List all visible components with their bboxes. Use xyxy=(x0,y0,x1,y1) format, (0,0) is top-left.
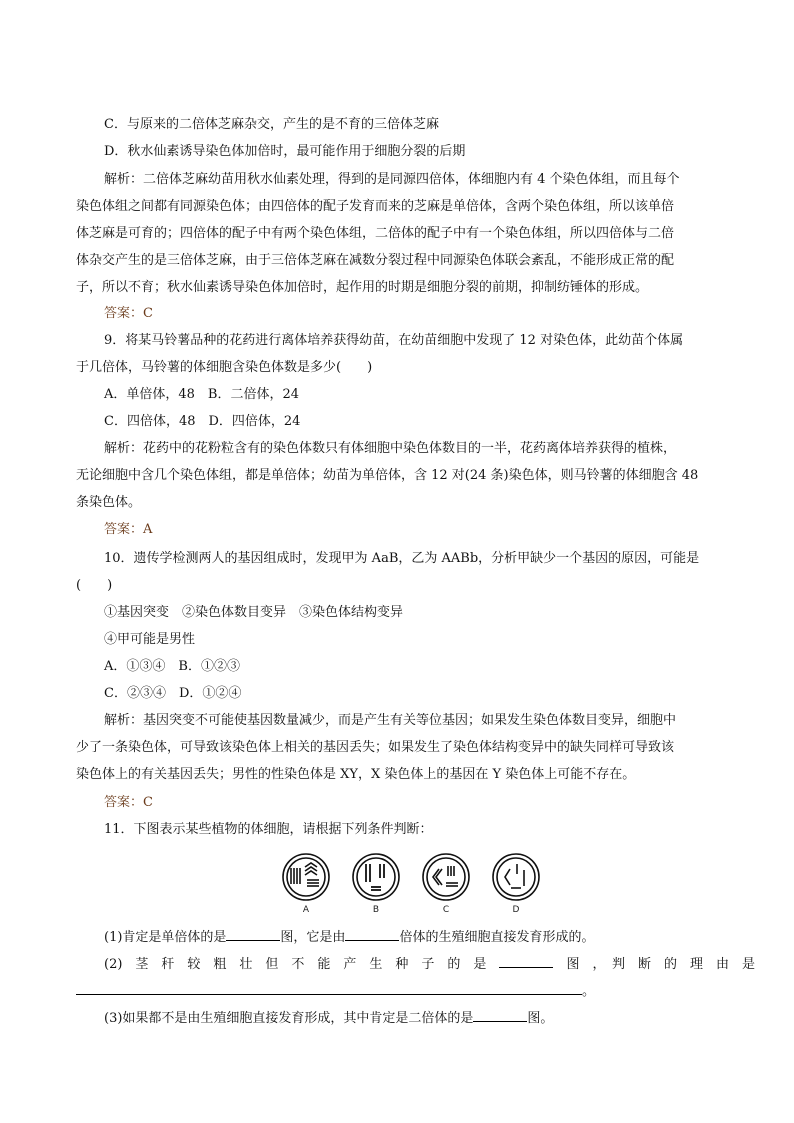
sub-question-3 xyxy=(104,1009,553,1027)
analysis-line: 少了一条染色体，可导致该染色体上相关的基因丢失；如果发生了染色体结构变异中的缺失同样可导致该 xyxy=(76,740,675,755)
question-9-line: 9．将某马铃薯品种的花药进行离体培养获得幼苗，在幼苗细胞中发现了 12 对染色体，此幼苗个体属 xyxy=(104,333,684,348)
analysis-line: 解析：基因突变不可能使基因数量减少，而是产生有关等位基因；如果发生染色体数目变异，细胞中 xyxy=(104,713,677,728)
cell-c-label: C xyxy=(442,905,450,915)
answer-line: 答案：C xyxy=(104,306,153,321)
analysis-line: 体杂交产生的是三倍体芝麻，由于三倍体芝麻在减数分裂过程中同源染色体联会紊乱，不能形成正常的配 xyxy=(76,253,675,268)
cell-b-label: B xyxy=(372,905,380,915)
sub-question-1 xyxy=(104,928,594,946)
analysis-line: 解析：花药中的花粉粒含有的染色体数只有体细胞中染色体数目的一半，花药离体培养获得的植株， xyxy=(104,441,677,456)
answer-line: 答案：A xyxy=(104,522,153,537)
cell-c-diagram xyxy=(421,852,471,902)
question-9-line: 于几倍体，马铃薯的体细胞含染色体数是多少( ) xyxy=(76,360,373,375)
cell-d-diagram xyxy=(491,852,541,902)
option-c-line: C．与原来的二倍体芝麻杂交，产生的是不育的三倍体芝麻 xyxy=(104,117,439,132)
cell-b-diagram xyxy=(351,852,401,902)
sub-question-text: 图 ， 判 断 的 理 由 是 xyxy=(566,957,755,972)
answer-blank[interactable] xyxy=(226,928,280,941)
analysis-line: 条染色体。 xyxy=(76,495,142,510)
sub-question-text: 。 xyxy=(582,984,596,999)
sub-question-2-reason xyxy=(76,982,595,1000)
sub-question-text: (2) 茎 秆 较 粗 壮 但 不 能 产 生 种 子 的 是 xyxy=(104,957,487,972)
option-line: C．四倍体，48 D．四倍体，24 xyxy=(104,414,301,429)
sub-question-text: 图，它是由 xyxy=(280,930,346,945)
answer-line: 答案：C xyxy=(104,795,153,810)
analysis-line: 无论细胞中含几个染色体组，都是单倍体；幼苗为单倍体，含 12 对(24 条)染色体，则马铃薯的体细胞含 48 xyxy=(76,468,699,483)
analysis-line: 染色体组之间都有同源染色体；由四倍体的配子发育而来的芝麻是单倍体，含两个染色体组，所以该单倍 xyxy=(76,199,675,214)
question-10-line: ( ) xyxy=(76,578,113,593)
option-line: ①基因突变 ②染色体数目变异 ③染色体结构变异 xyxy=(104,605,404,620)
cell-a-label: A xyxy=(302,905,310,915)
answer-blank[interactable] xyxy=(499,955,553,968)
sub-question-2 xyxy=(104,955,755,973)
analysis-line: 体芝麻是可育的；四倍体的配子中有两个染色体组，二倍体的配子中有一个染色体组，所以四倍体与二倍 xyxy=(76,226,675,241)
answer-blank[interactable] xyxy=(345,928,399,941)
answer-blank[interactable] xyxy=(473,1009,527,1022)
option-line: A．单倍体，48 B．二倍体，24 xyxy=(104,387,300,402)
question-11-line: 11．下图表示某些植物的体细胞，请根据下列条件判断： xyxy=(104,822,433,837)
answer-blank[interactable] xyxy=(76,982,582,995)
analysis-line: 染色体上的有关基因丢失；男性的性染色体是 XY，X 染色体上的基因在 Y 染色体上可能不存在。 xyxy=(76,767,636,782)
analysis-line: 子，所以不育；秋水仙素诱导染色体加倍时，起作用的时期是细胞分裂的前期，抑制纺锤体的形成。 xyxy=(76,280,649,295)
option-line: ④甲可能是男性 xyxy=(104,632,196,647)
sub-question-text: (1)肯定是单倍体的是 xyxy=(104,930,227,945)
option-d-line: D．秋水仙素诱导染色体加倍时，最可能作用于细胞分裂的后期 xyxy=(104,144,466,159)
option-line: C．②③④ D．①②④ xyxy=(104,686,242,701)
option-line: A．①③④ B．①②③ xyxy=(104,659,240,674)
sub-question-text: (3)如果都不是由生殖细胞直接发育形成，其中肯定是二倍体的是 xyxy=(104,1011,474,1026)
question-10-line: 10．遗传学检测两人的基因组成时，发现甲为 AaB，乙为 AABb，分析甲缺少一个基因的原因，可能是 xyxy=(104,551,700,566)
sub-question-text: 倍体的生殖细胞直接发育形成的。 xyxy=(399,930,595,945)
cell-d-label: D xyxy=(512,905,520,915)
sub-question-text: 图。 xyxy=(527,1011,554,1026)
cell-a-diagram xyxy=(281,852,331,902)
analysis-line: 解析：二倍体芝麻幼苗用秋水仙素处理，得到的是同源四倍体，体细胞内有 4 个染色体组，而且每个 xyxy=(104,172,680,187)
